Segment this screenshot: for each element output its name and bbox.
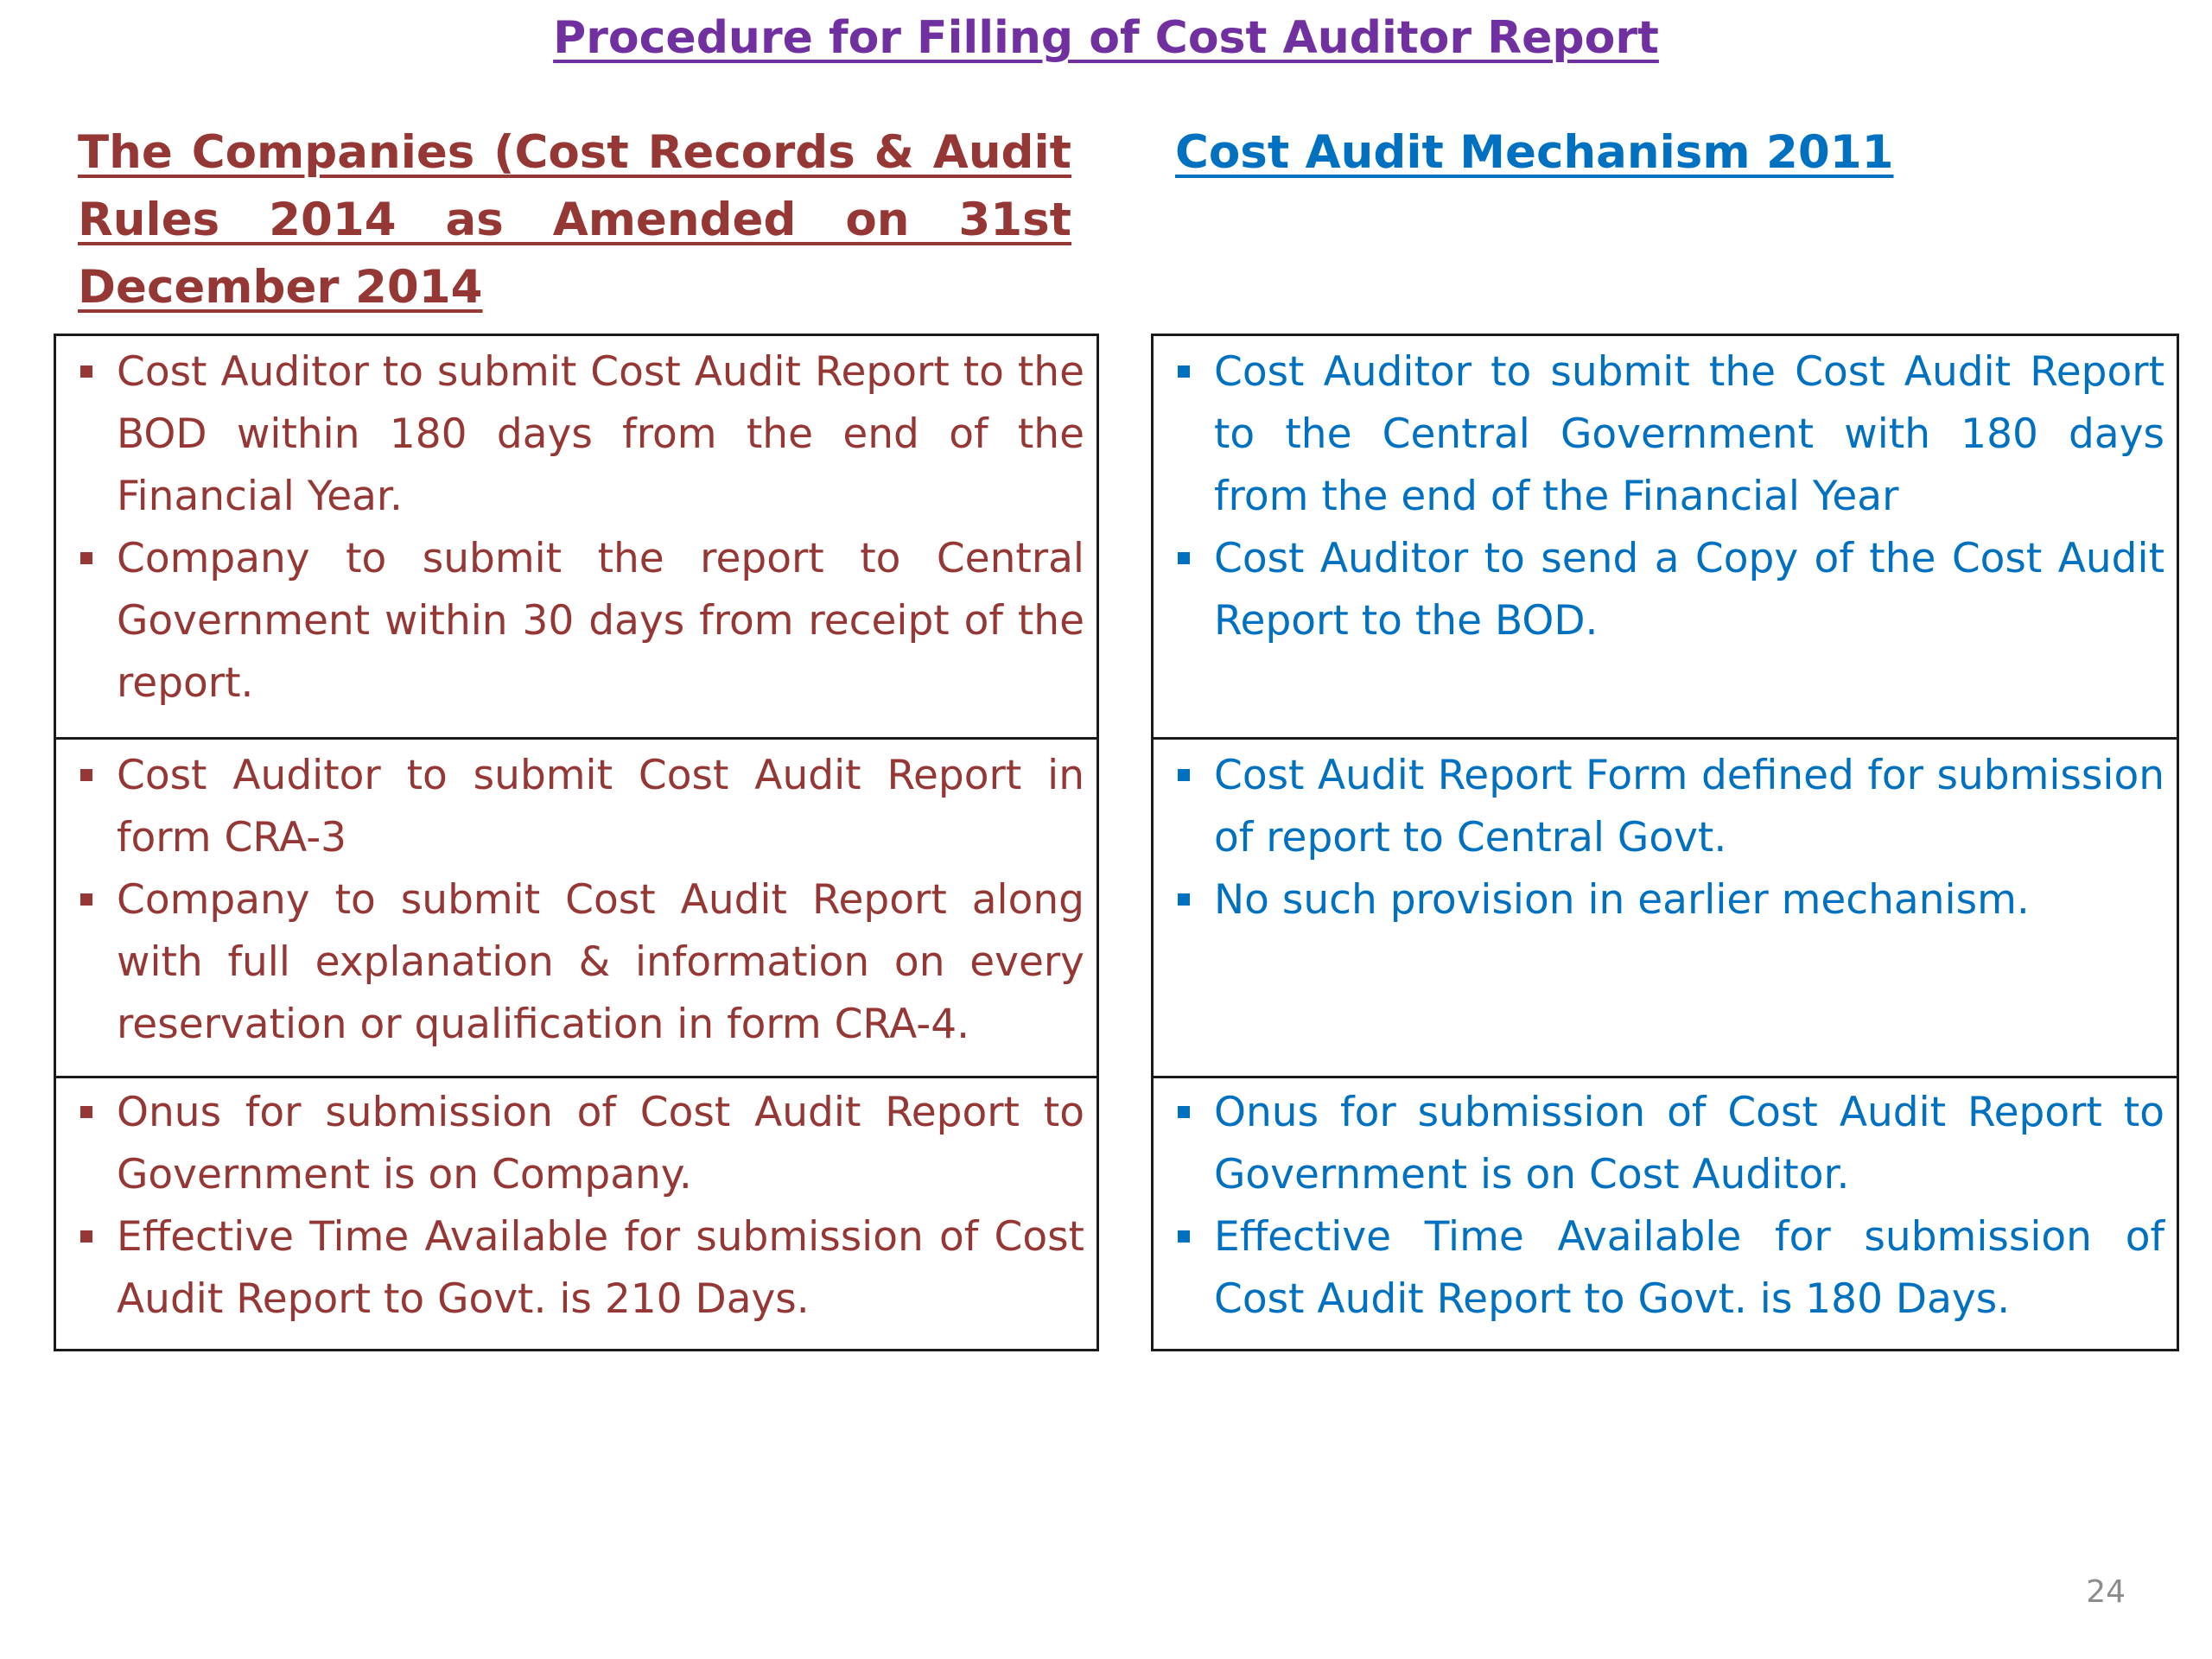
rules-2014-row-submission xyxy=(56,336,1096,737)
mechanism-2011-heading: Cost Audit Mechanism 2011 xyxy=(1175,126,1894,179)
page-number: 24 xyxy=(2086,1574,2126,1610)
bullet-point: Cost Audit Report Form defined for submission of report to Central Govt. xyxy=(1178,745,2164,869)
bullet-point: Onus for submission of Cost Audit Report to Government is on Cost Auditor. xyxy=(1178,1082,2164,1206)
bullet-list xyxy=(80,1082,1084,1331)
mechanism-2011-row-forms xyxy=(1154,737,2177,1076)
bullet-list xyxy=(80,745,1084,1056)
bullet-list xyxy=(1178,1082,2164,1331)
bullet-list xyxy=(1178,341,2164,652)
rules-2014-heading: The Companies (Cost Records & Audit Rules 2014 as Amended on 31st December 2014 xyxy=(78,126,1071,314)
rules-2014-table xyxy=(54,334,1099,1351)
rules-2014-row-onus xyxy=(56,1076,1096,1349)
bullet-point: Onus for submission of Cost Audit Report to Government is on Company. xyxy=(80,1082,1084,1206)
slide-title: Procedure for Filling of Cost Auditor Report xyxy=(553,12,1659,64)
mechanism-2011-row-onus xyxy=(1154,1076,2177,1349)
bullet-point: Effective Time Available for submission of Cost Audit Report to Govt. is 180 Days. xyxy=(1178,1206,2164,1331)
bullet-point: Effective Time Available for submission of Cost Audit Report to Govt. is 210 Days. xyxy=(80,1206,1084,1331)
bullet-point: No such provision in earlier mechanism. xyxy=(1178,869,2164,931)
bullet-list xyxy=(1178,745,2164,931)
mechanism-2011-row-submission xyxy=(1154,336,2177,737)
bullet-point: Cost Auditor to submit Cost Audit Report to the BOD within 180 days from the end of the Financial Year. xyxy=(80,341,1084,528)
bullet-point: Cost Auditor to submit the Cost Audit Report to the Central Government with 180 days from the end of the Financial Year xyxy=(1178,341,2164,528)
bullet-point: Company to submit the report to Central Government within 30 days from receipt of the report. xyxy=(80,528,1084,715)
mechanism-2011-table xyxy=(1151,334,2179,1351)
rules-2014-row-forms xyxy=(56,737,1096,1076)
bullet-point: Company to submit Cost Audit Report along with full explanation & information on every reservation or qualification in form CRA-4. xyxy=(80,869,1084,1056)
bullet-point: Cost Auditor to send a Copy of the Cost Audit Report to the BOD. xyxy=(1178,528,2164,652)
bullet-point: Cost Auditor to submit Cost Audit Report in form CRA-3 xyxy=(80,745,1084,869)
bullet-list xyxy=(80,341,1084,715)
